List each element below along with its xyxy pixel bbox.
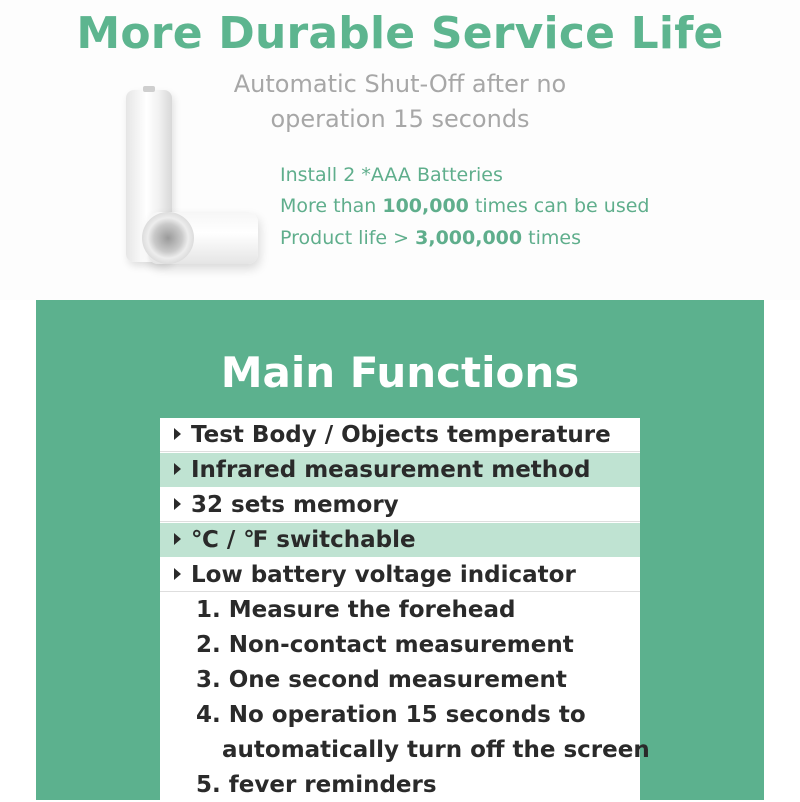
numbered-item: 1. Measure the forehead bbox=[196, 597, 516, 623]
battery-lying-image bbox=[148, 212, 258, 264]
feature-label: Infrared measurement method bbox=[191, 457, 591, 483]
numbered-item: 3. One second measurement bbox=[196, 667, 567, 693]
spec-product-life bbox=[280, 227, 581, 249]
triangle-bullet-icon bbox=[174, 533, 181, 545]
feature-label: 32 sets memory bbox=[191, 492, 399, 518]
triangle-bullet-icon bbox=[174, 498, 181, 510]
feature-label: ℃ / ℉ switchable bbox=[191, 527, 416, 553]
spec-life-count: 3,000,000 bbox=[415, 227, 523, 249]
spec-batteries: Install 2 *AAA Batteries bbox=[280, 164, 503, 186]
feature-label: Low battery voltage indicator bbox=[191, 562, 576, 588]
spec-usage-suffix: times can be used bbox=[468, 195, 650, 217]
spec-life-suffix: times bbox=[522, 227, 581, 249]
main-functions-panel bbox=[36, 300, 764, 800]
section-title: More Durable Service Life bbox=[76, 8, 724, 59]
spec-usage bbox=[280, 195, 649, 217]
feature-label: Test Body / Objects temperature bbox=[191, 422, 611, 448]
panel-title: Main Functions bbox=[220, 348, 580, 397]
feature-row bbox=[160, 558, 640, 592]
feature-row bbox=[160, 453, 640, 487]
spec-usage-count: 100,000 bbox=[382, 195, 469, 217]
numbered-item: 4. No operation 15 seconds to bbox=[196, 702, 586, 728]
feature-row bbox=[160, 418, 640, 452]
numbered-item: 2. Non-contact measurement bbox=[196, 632, 574, 658]
numbered-item: 5. fever reminders bbox=[196, 772, 437, 798]
shutoff-line-1: Automatic Shut-Off after no bbox=[233, 70, 567, 98]
feature-row bbox=[160, 488, 640, 522]
numbered-item-continuation: automatically turn off the screen bbox=[222, 737, 650, 763]
durability-section bbox=[0, 0, 800, 300]
triangle-bullet-icon bbox=[174, 428, 181, 440]
triangle-bullet-icon bbox=[174, 463, 181, 475]
spec-life-prefix: Product life > bbox=[280, 227, 416, 249]
shutoff-line-2: operation 15 seconds bbox=[270, 105, 530, 133]
battery-end-cap bbox=[142, 212, 194, 264]
battery-terminal bbox=[143, 86, 155, 92]
spec-usage-prefix: More than bbox=[280, 195, 383, 217]
feature-row bbox=[160, 523, 640, 557]
triangle-bullet-icon bbox=[174, 568, 181, 580]
functions-list bbox=[160, 418, 650, 800]
